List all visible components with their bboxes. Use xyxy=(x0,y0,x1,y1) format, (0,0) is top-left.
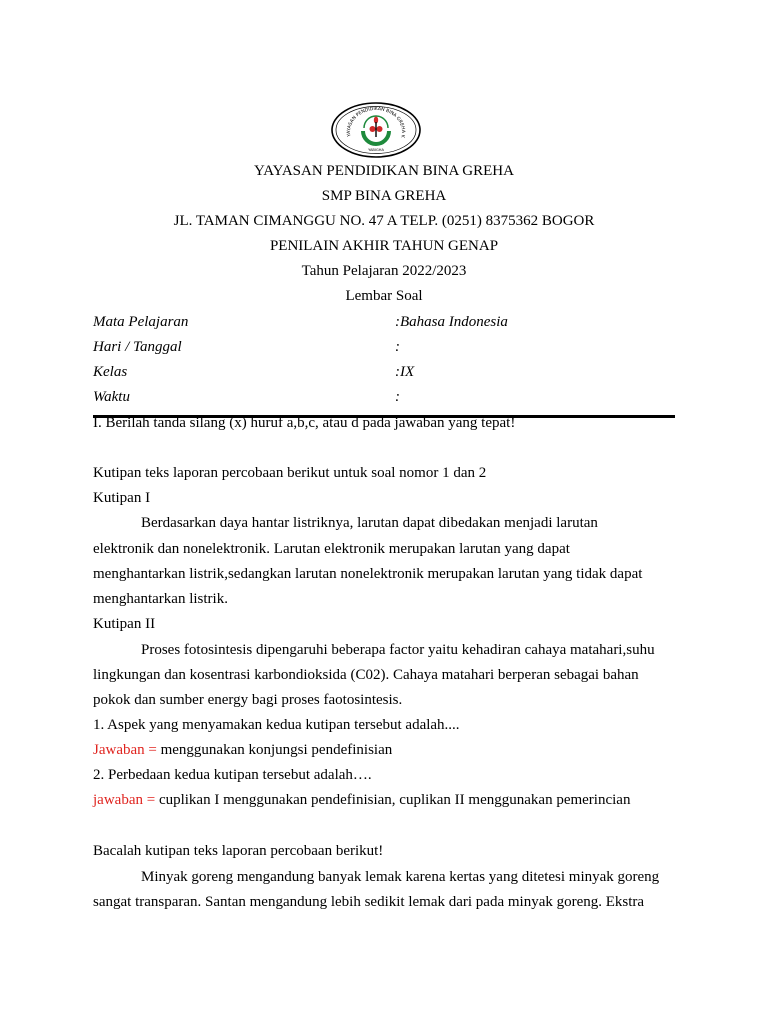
kutipan1-line: menghantarkan listrik. xyxy=(93,591,228,607)
kutipan1-line: menghantarkan listrik,sedangkan larutan nonelektronik merupakan larutan yang tidak dapat xyxy=(93,566,643,582)
info-label-time: Waktu xyxy=(93,389,130,405)
section2-line: sangat transparan. Santan mengandung lebih sedikit lemak dari pada minyak goreng. Ekstra xyxy=(93,894,645,910)
kutipan2-line: pokok dan sumber energy bagi proses faotosintesis. xyxy=(93,692,403,708)
answer-1 xyxy=(93,740,392,760)
info-value-time: : xyxy=(395,389,400,405)
question-1: 1. Aspek yang menyamakan kedua kutipan tersebut adalah.... xyxy=(93,717,460,733)
kutipan2-line: Proses fotosintesis dipengaruhi beberapa factor yaitu kehadiran cahaya matahari,suhu xyxy=(141,642,655,658)
section2-line: Minyak goreng mengandung banyak lemak karena kertas yang ditetesi minyak goreng xyxy=(141,869,660,885)
answer-2-label: jawaban = xyxy=(93,792,156,808)
info-value-class: :IX xyxy=(395,364,415,380)
answer-2-text: cuplikan I menggunakan pendefinisian, cuplikan II menggunakan pemerincian xyxy=(155,792,631,808)
info-label-class: Kelas xyxy=(93,364,128,380)
question-2: 2. Perbedaan kedua kutipan tersebut adalah…. xyxy=(93,767,372,783)
exam-title: PENILAIN AKHIR TAHUN GENAP xyxy=(269,238,499,254)
info-value-subject: :Bahasa Indonesia xyxy=(395,314,508,330)
answer-1-text: menggunakan konjungsi pendefinisian xyxy=(156,742,393,758)
school-name: SMP BINA GREHA xyxy=(321,188,447,204)
section2-intro: Bacalah kutipan teks laporan percobaan berikut! xyxy=(93,843,384,859)
info-value-date: : xyxy=(395,339,400,355)
instruction-text: I. Berilah tanda silang (x) huruf a,b,c, atau d pada jawaban yang tepat! xyxy=(93,415,516,431)
school-address: JL. TAMAN CIMANGGU NO. 47 A TELP. (0251) 8375362 BOGOR xyxy=(173,213,595,229)
logo-bottom-text: YABIGHA xyxy=(368,148,384,152)
foundation-name: YAYASAN PENDIDIKAN BINA GREHA xyxy=(254,163,514,179)
sheet-title: Lembar Soal xyxy=(345,288,423,304)
school-emblem-icon xyxy=(330,101,422,159)
answer-2 xyxy=(93,790,630,810)
info-label-subject: Mata Pelajaran xyxy=(93,314,189,330)
kutipan1-line: Berdasarkan daya hantar listriknya, larutan dapat dibedakan menjadi larutan xyxy=(141,515,598,531)
section1-intro: Kutipan teks laporan percobaan berikut untuk soal nomor 1 dan 2 xyxy=(93,465,487,481)
kutipan1-line: elektronik dan nonelektronik. Larutan elektronik merupakan larutan yang dapat xyxy=(93,541,570,557)
academic-year: Tahun Pelajaran 2022/2023 xyxy=(301,263,467,279)
kutipan1-title: Kutipan I xyxy=(93,490,151,506)
answer-1-label: Jawaban = xyxy=(93,742,157,758)
logo-ring-text: YAYASAN PENDIDIKAN BINA GREHA K xyxy=(346,106,406,138)
info-label-date: Hari / Tanggal xyxy=(93,339,182,355)
kutipan2-title: Kutipan II xyxy=(93,616,156,632)
kutipan2-line: lingkungan dan kosentrasi karbondioksida (C02). Cahaya matahari berperan sebagai bahan xyxy=(93,667,639,683)
